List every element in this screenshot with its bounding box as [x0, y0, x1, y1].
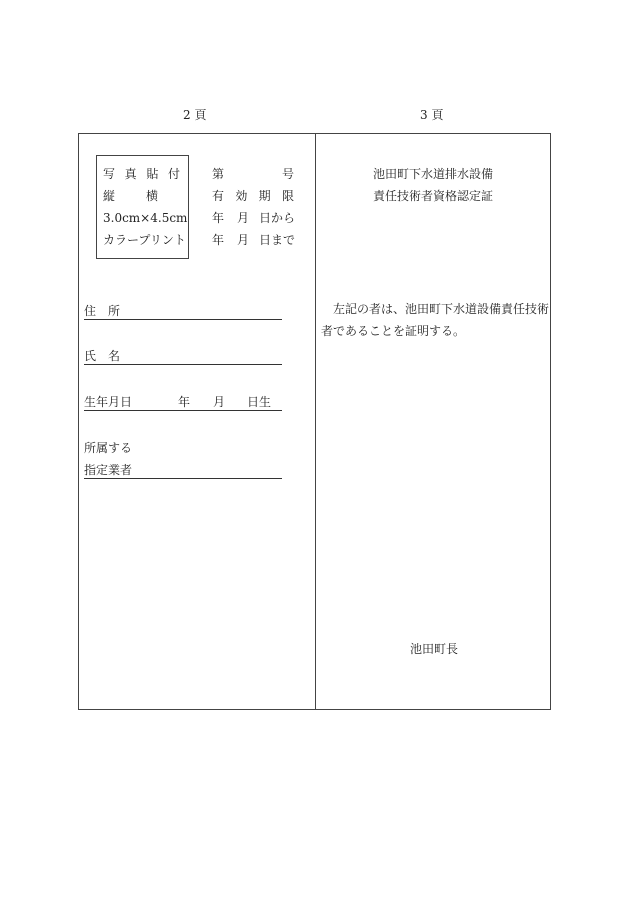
validity-until-year: 年 — [212, 233, 225, 247]
page-label-left: 2 頁 — [183, 108, 207, 122]
name-label-char: 氏 — [84, 349, 97, 363]
photo-box-line1 — [103, 167, 180, 181]
validity-char: 有 — [212, 189, 225, 203]
address-label-char: 所 — [108, 304, 121, 318]
photo-color-print: カラープリント — [103, 233, 186, 247]
certificate-number-suffix: 号 — [282, 167, 295, 181]
certificate-number-prefix: 第 — [212, 167, 225, 181]
photo-char: 真 — [124, 167, 137, 181]
birth-day: 日生 — [247, 395, 272, 409]
validity-from-month: 月 — [237, 211, 250, 225]
birth-month: 月 — [213, 395, 226, 409]
validity-heading — [212, 189, 294, 203]
photo-box-line2 — [103, 189, 158, 203]
designated-contractor-field — [84, 463, 282, 479]
validity-until-day: 日まで — [259, 233, 296, 247]
validity-from-year: 年 — [212, 211, 225, 225]
validity-from-day: 日から — [259, 211, 296, 225]
validity-until-month: 月 — [237, 233, 250, 247]
name-label-char: 名 — [108, 349, 121, 363]
photo-char: 付 — [167, 167, 180, 181]
affiliation-label-line1: 所属する — [84, 441, 133, 455]
certificate-issuer: 池田町長 — [410, 642, 459, 656]
birth-date-label: 生年月日 — [84, 395, 133, 409]
certificate-title-line1: 池田町下水道排水設備 — [373, 167, 494, 181]
birth-year: 年 — [178, 395, 191, 409]
certificate-body-line1: 左記の者は、池田町下水道設備責任技術 — [333, 302, 550, 316]
photo-size: 3.0cm×4.5cm — [103, 211, 188, 225]
address-label-char: 住 — [84, 304, 97, 318]
certificate-title-line2: 責任技術者資格認定証 — [373, 189, 494, 203]
validity-char: 期 — [258, 189, 271, 203]
certificate-body-line2: 者であることを証明する。 — [321, 324, 466, 338]
affiliation-label-line2: 指定業者 — [84, 463, 133, 477]
page-label-right: 3 頁 — [420, 108, 444, 122]
page-divider — [315, 133, 316, 710]
photo-char: 縦 — [103, 189, 116, 203]
photo-char: 写 — [103, 167, 116, 181]
name-field — [84, 349, 282, 365]
address-field — [84, 304, 282, 320]
photo-char: 横 — [146, 189, 159, 203]
validity-char: 効 — [235, 189, 248, 203]
validity-char: 限 — [281, 189, 294, 203]
photo-char: 貼 — [146, 167, 159, 181]
